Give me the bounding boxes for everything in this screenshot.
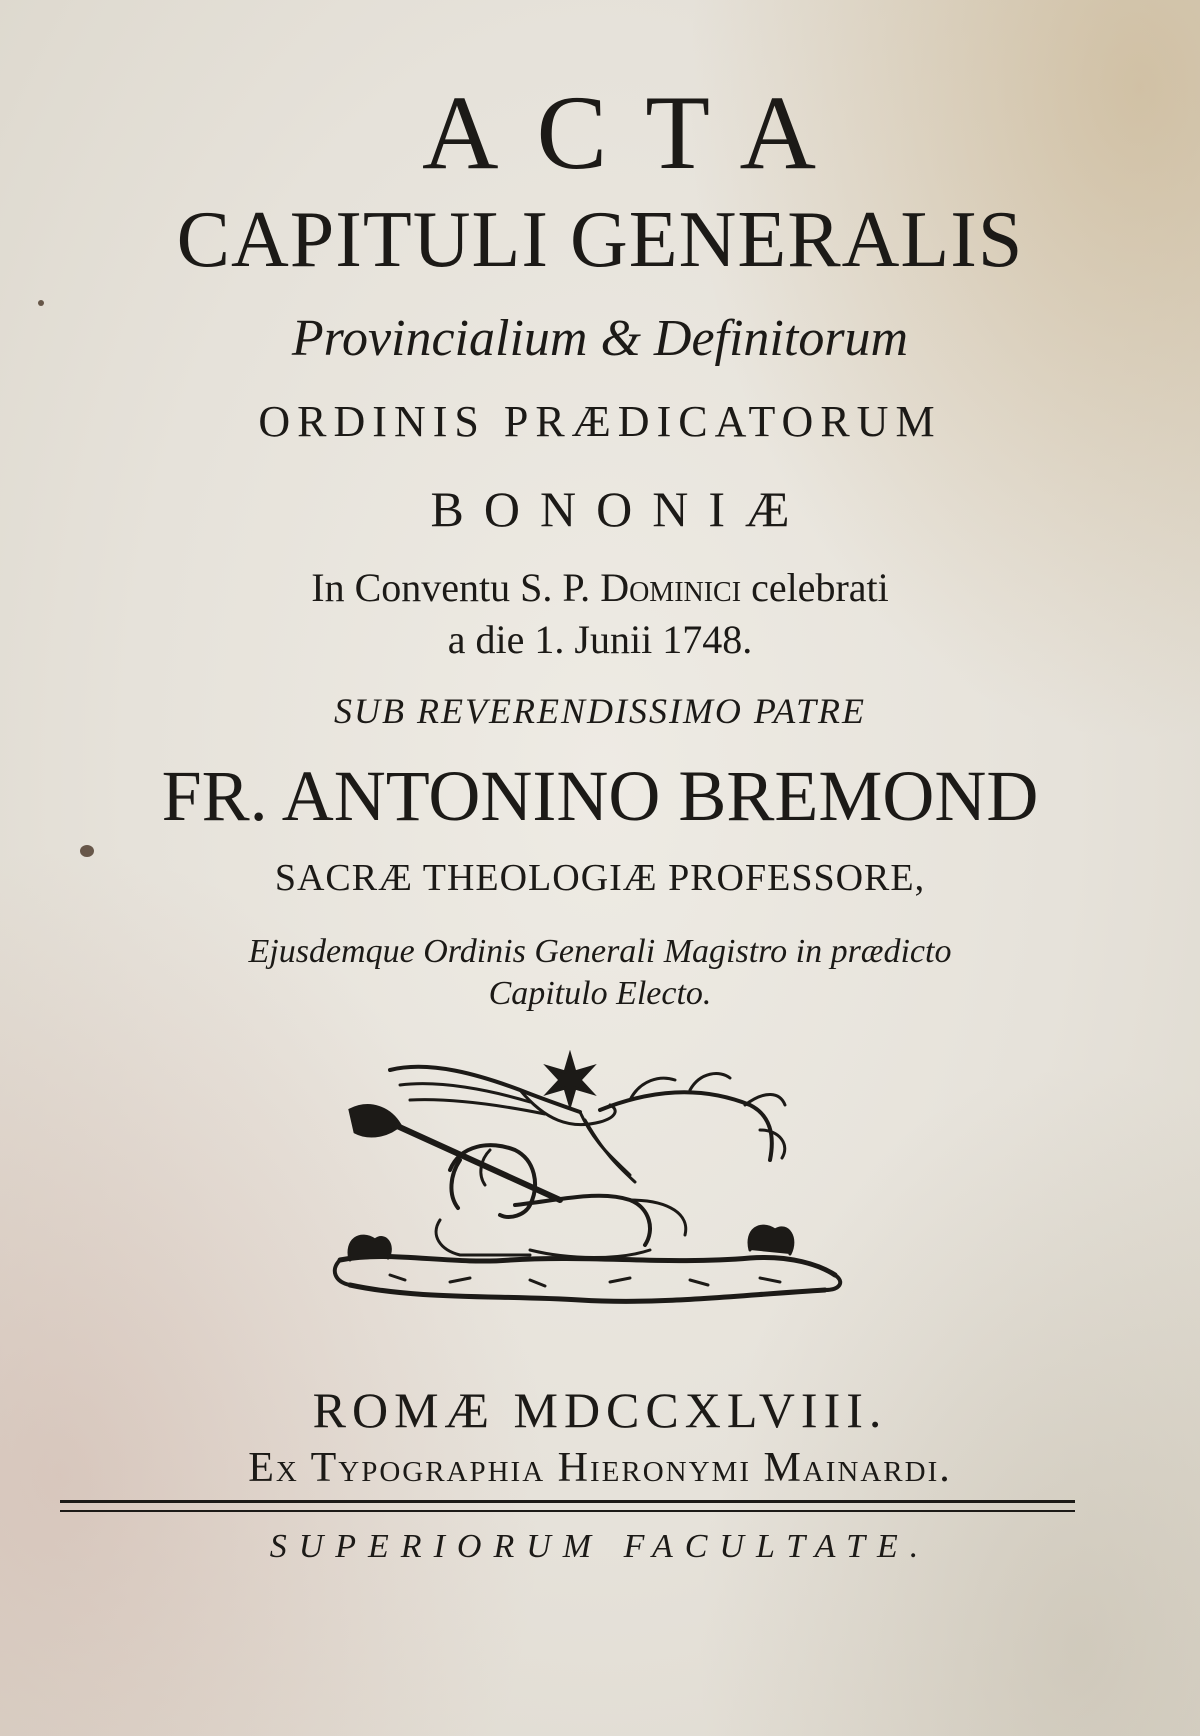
professore-line: SACRÆ THEOLOGIÆ PROFESSORE,	[274, 857, 926, 899]
conventu-name: Dominici	[600, 565, 742, 610]
conventu-line	[0, 565, 1200, 610]
author-name: FR. ANTONINO BREMOND	[161, 756, 1039, 836]
ink-spot	[38, 300, 44, 306]
subtitle-provincialium: Provincialium & Definitorum	[291, 310, 909, 367]
sub-reverendissimo: SUB REVERENDISSIMO PATRE	[334, 691, 866, 731]
dog-with-torch-woodcut-icon	[330, 1050, 850, 1350]
place-bononiae: BONONIÆ	[430, 481, 810, 537]
imprint-place-year: ROMÆ MDCCXLVIII.	[312, 1382, 888, 1438]
ejusdemque-line: Ejusdemque Ordinis Generali Magistro in prædicto	[248, 933, 952, 970]
date-line: a die 1. Junii 1748.	[447, 617, 753, 662]
imprint-printer: Ex Typographia Hieronymi Mainardi.	[248, 1445, 952, 1491]
capitulo-electo-line: Capitulo Electo.	[488, 975, 712, 1012]
double-rule-top	[60, 1500, 1075, 1503]
title-acta: ACTA	[421, 74, 855, 191]
subtitle-ordinis: ORDINIS PRÆDICATORUM	[258, 397, 942, 446]
imprint-permission: SUPERIORUM FACULTATE.	[269, 1528, 931, 1565]
conventu-suffix: celebrati	[741, 565, 889, 610]
title-capituli-generalis: CAPITULI GENERALIS	[176, 196, 1024, 284]
conventu-prefix: In Conventu S. P.	[311, 565, 601, 610]
ink-spot	[80, 845, 94, 857]
double-rule-bottom	[60, 1510, 1075, 1512]
